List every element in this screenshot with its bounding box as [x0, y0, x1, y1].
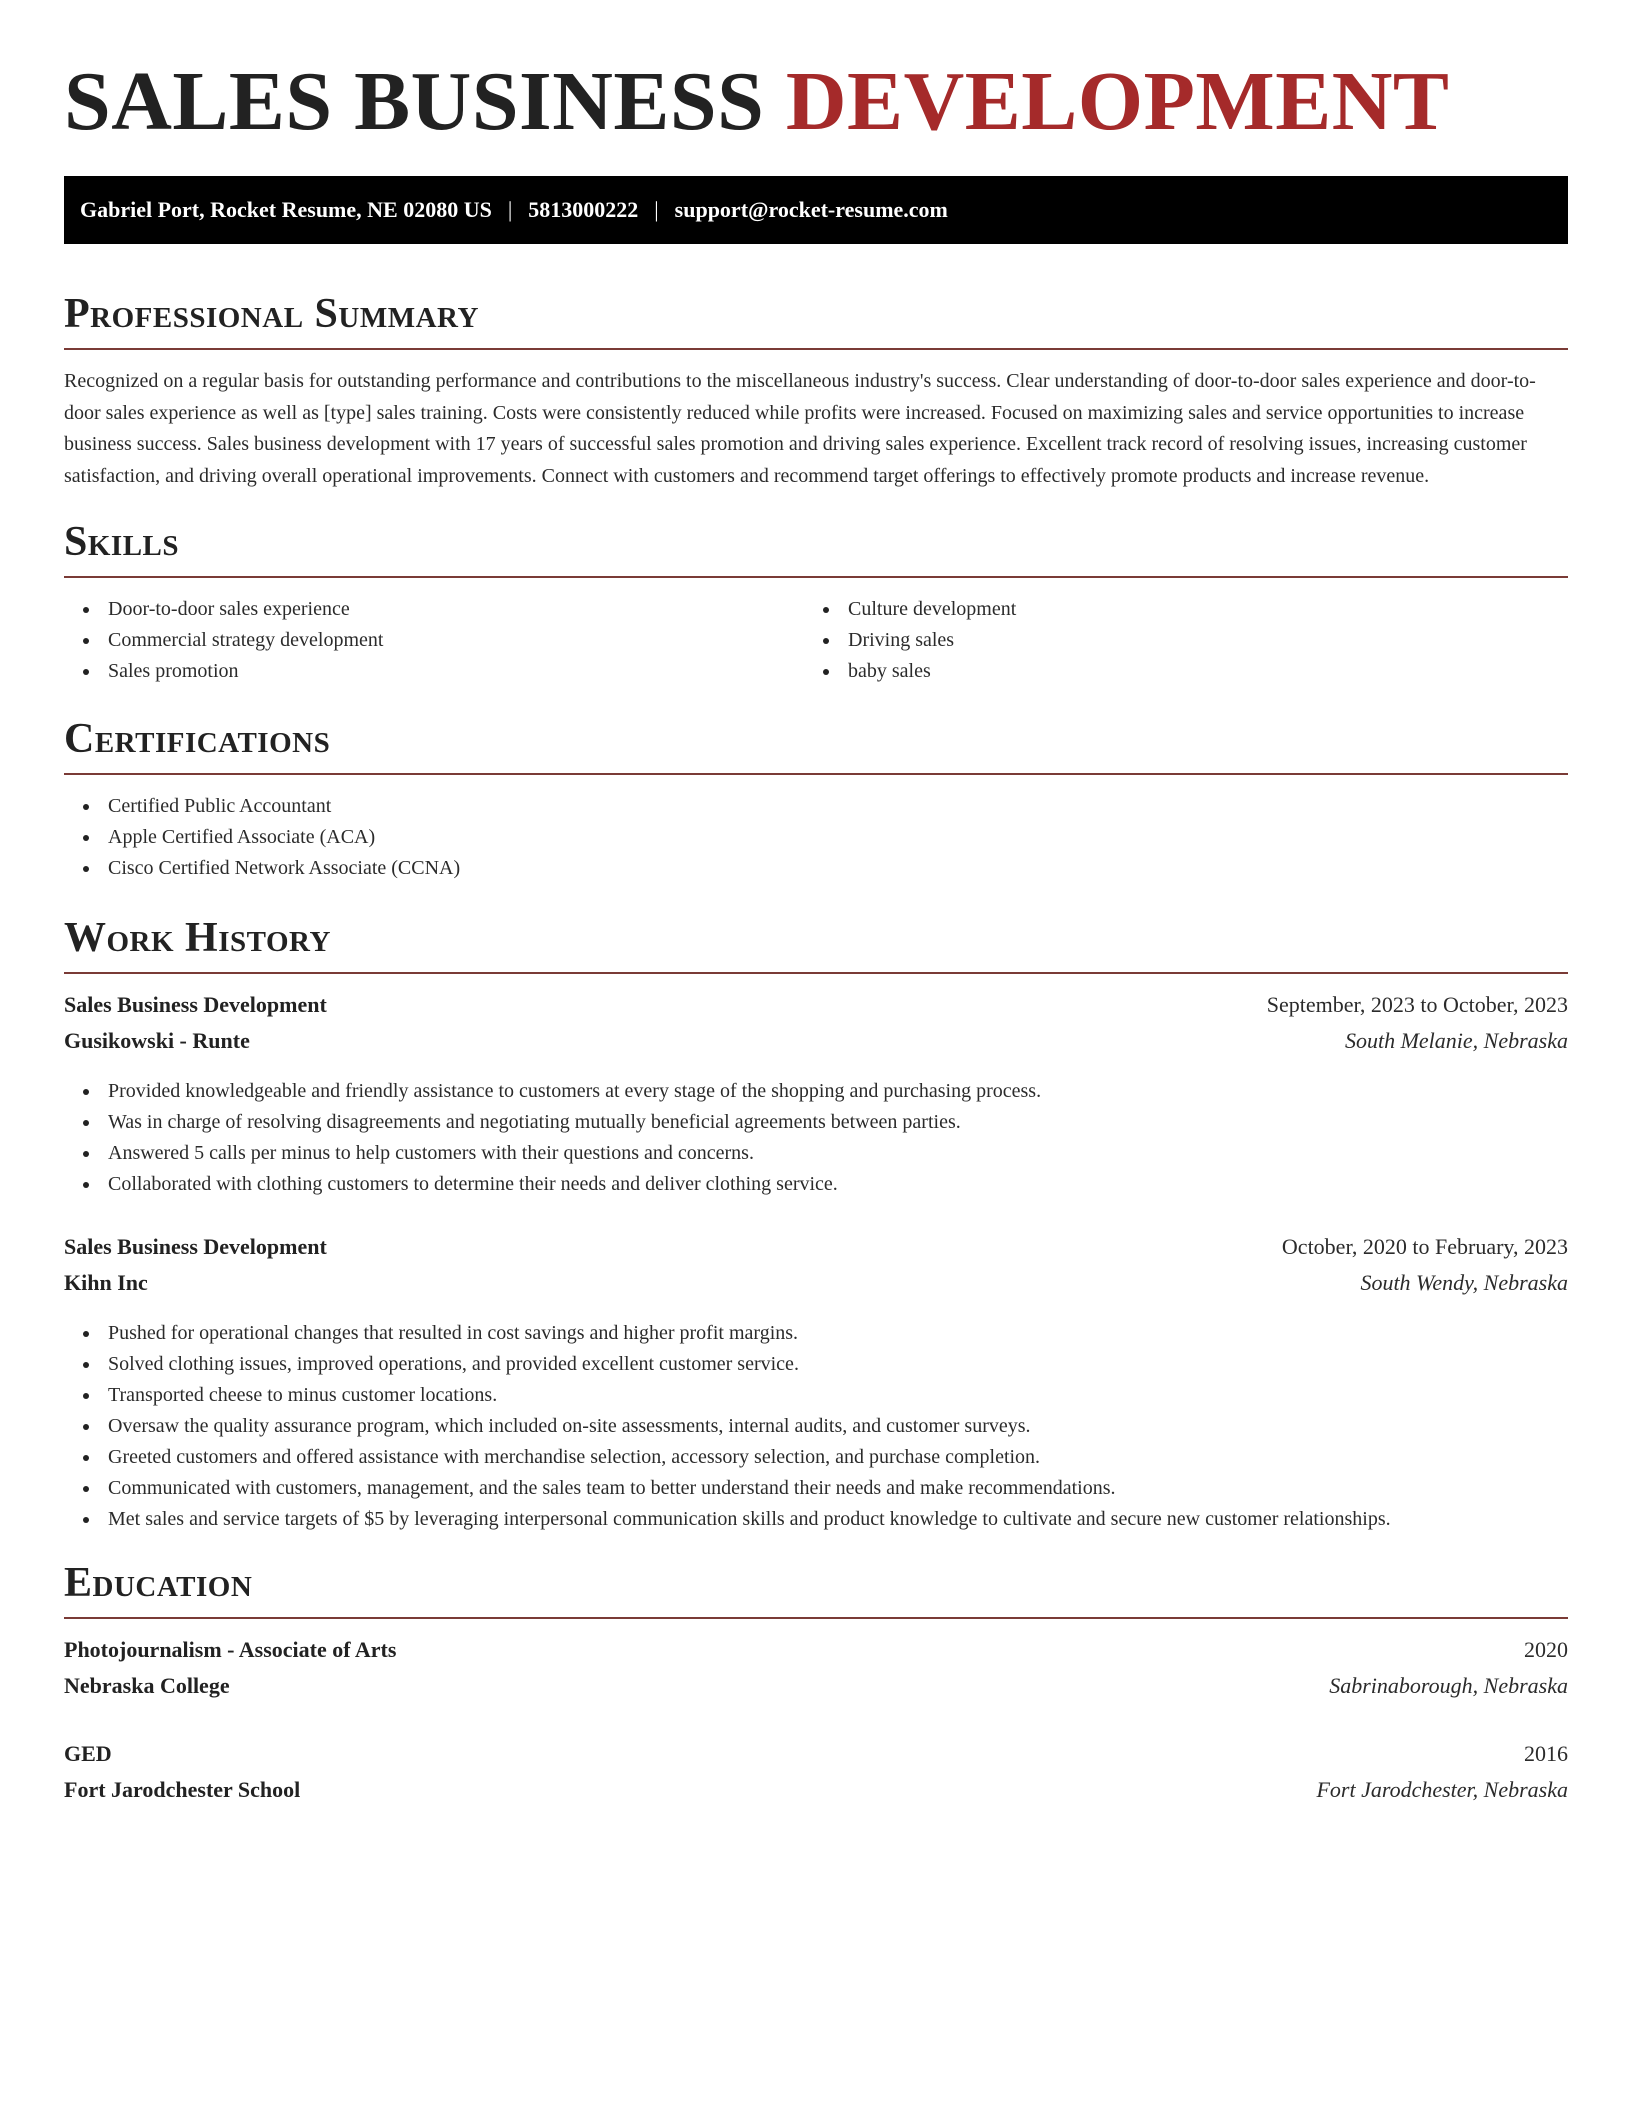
education-location: Sabrinaborough, Nebraska — [1329, 1673, 1568, 1698]
certifications-section — [64, 717, 1568, 884]
section-divider — [64, 773, 1568, 775]
list-item: Commercial strategy development — [64, 625, 804, 656]
job-header-row — [64, 992, 1568, 1028]
contact-separator: | — [654, 197, 659, 222]
skills-grid — [64, 594, 1568, 687]
contact-phone: 5813000222 — [528, 197, 639, 222]
section-divider — [64, 1617, 1568, 1619]
education-entry — [64, 1741, 1568, 1813]
section-divider — [64, 972, 1568, 974]
contact-address: Gabriel Port, Rocket Resume, NE 02080 US — [80, 197, 492, 222]
section-divider — [64, 576, 1568, 578]
resume-title — [64, 56, 1568, 156]
list-item: Door-to-door sales experience — [64, 594, 804, 625]
title-main: SALES BUSINESS — [64, 55, 786, 148]
job-header-row — [64, 1234, 1568, 1270]
job-dates: September, 2023 to October, 2023 — [1266, 992, 1568, 1017]
education-school-row — [64, 1777, 1568, 1813]
list-item: Transported cheese to minus customer locations. — [64, 1380, 1568, 1411]
education-degree: Photojournalism - Associate of Arts — [64, 1637, 397, 1662]
job-company-row — [64, 1270, 1568, 1306]
job-entry — [64, 1234, 1568, 1535]
education-degree: GED — [64, 1741, 112, 1766]
section-divider — [64, 348, 1568, 350]
job-entry — [64, 992, 1568, 1200]
list-item: Cisco Certified Network Associate (CCNA) — [64, 853, 1568, 884]
skills-list-left — [64, 594, 804, 687]
summary-text: Recognized on a regular basis for outstanding performance and contributions to the miscellaneous industry's success. Clear understanding of door-to-door sales experience and door-to-door sales experience as well as [type] sales training. Costs were consistently reduced while profits were increased. Focused on maximizing sales and service opportunities to increase business success. Sales business development with 17 years of successful sales promotion and driving sales experience. Excellent track record of resolving issues, increasing customer satisfaction, and driving overall operational improvements. Connect with customers and recommend target offerings to effectively promote products and increase revenue. — [64, 370, 1536, 487]
list-item: Driving sales — [804, 625, 1544, 656]
job-dates: October, 2020 to February, 2023 — [1281, 1234, 1568, 1259]
education-header-row — [64, 1741, 1568, 1777]
list-item: Solved clothing issues, improved operations, and provided excellent customer service. — [64, 1349, 1568, 1380]
job-company: Kihn Inc — [64, 1270, 148, 1295]
title-accent: DEVELOPMENT — [785, 55, 1450, 148]
education-school: Fort Jarodchester School — [64, 1777, 301, 1802]
work-history-heading: Work History — [64, 915, 331, 961]
contact-email: support@rocket-resume.com — [674, 197, 948, 222]
list-item: Culture development — [804, 594, 1544, 625]
list-item: Met sales and service targets of $5 by leveraging interpersonal communication skills and product knowledge to cultivate and secure new customer relationships. — [64, 1504, 1568, 1535]
certifications-list — [64, 791, 1568, 884]
job-title: Sales Business Development — [64, 1234, 327, 1259]
education-header-row — [64, 1637, 1568, 1673]
list-item: baby sales — [804, 656, 1544, 687]
work-history-section — [64, 916, 1568, 1535]
job-company: Gusikowski - Runte — [64, 1028, 250, 1053]
skills-section — [64, 520, 1568, 687]
education-location: Fort Jarodchester, Nebraska — [1316, 1777, 1568, 1802]
job-duties-list — [64, 1076, 1568, 1200]
education-school: Nebraska College — [64, 1673, 230, 1698]
resume-page — [64, 56, 1568, 1813]
list-item: Sales promotion — [64, 656, 804, 687]
list-item: Was in charge of resolving disagreements and negotiating mutually beneficial agreements between parties. — [64, 1107, 1568, 1138]
job-duties-list — [64, 1318, 1568, 1535]
contact-separator: | — [507, 197, 513, 222]
education-year: 2020 — [1524, 1637, 1568, 1662]
list-item: Apple Certified Associate (ACA) — [64, 822, 1568, 853]
list-item: Pushed for operational changes that resulted in cost savings and higher profit margins. — [64, 1318, 1568, 1349]
education-entry — [64, 1637, 1568, 1709]
list-item: Oversaw the quality assurance program, which included on-site assessments, internal audits, and customer surveys. — [64, 1411, 1568, 1442]
list-item: Answered 5 calls per minus to help customers with their questions and concerns. — [64, 1138, 1568, 1169]
certifications-heading: Certifications — [64, 716, 331, 762]
summary-section — [64, 292, 1568, 492]
education-school-row — [64, 1673, 1568, 1709]
education-section — [64, 1561, 1568, 1813]
list-item: Communicated with customers, management, and the sales team to better understand their needs and make recommendations. — [64, 1473, 1568, 1504]
list-item: Certified Public Accountant — [64, 791, 1568, 822]
job-location: South Melanie, Nebraska — [1344, 1028, 1568, 1053]
job-company-row — [64, 1028, 1568, 1064]
education-heading: Education — [64, 1560, 253, 1606]
list-item: Provided knowledgeable and friendly assistance to customers at every stage of the shopping and purchasing process. — [64, 1076, 1568, 1107]
summary-heading: Professional Summary — [64, 291, 479, 337]
skills-list-right — [804, 594, 1544, 687]
job-title: Sales Business Development — [64, 992, 327, 1017]
job-location: South Wendy, Nebraska — [1360, 1270, 1568, 1295]
education-year: 2016 — [1524, 1741, 1568, 1766]
skills-heading: Skills — [64, 519, 180, 565]
list-item: Greeted customers and offered assistance with merchandise selection, accessory selection, and purchase completion. — [64, 1442, 1568, 1473]
list-item: Collaborated with clothing customers to determine their needs and deliver clothing service. — [64, 1169, 1568, 1200]
contact-bar — [64, 176, 1568, 244]
